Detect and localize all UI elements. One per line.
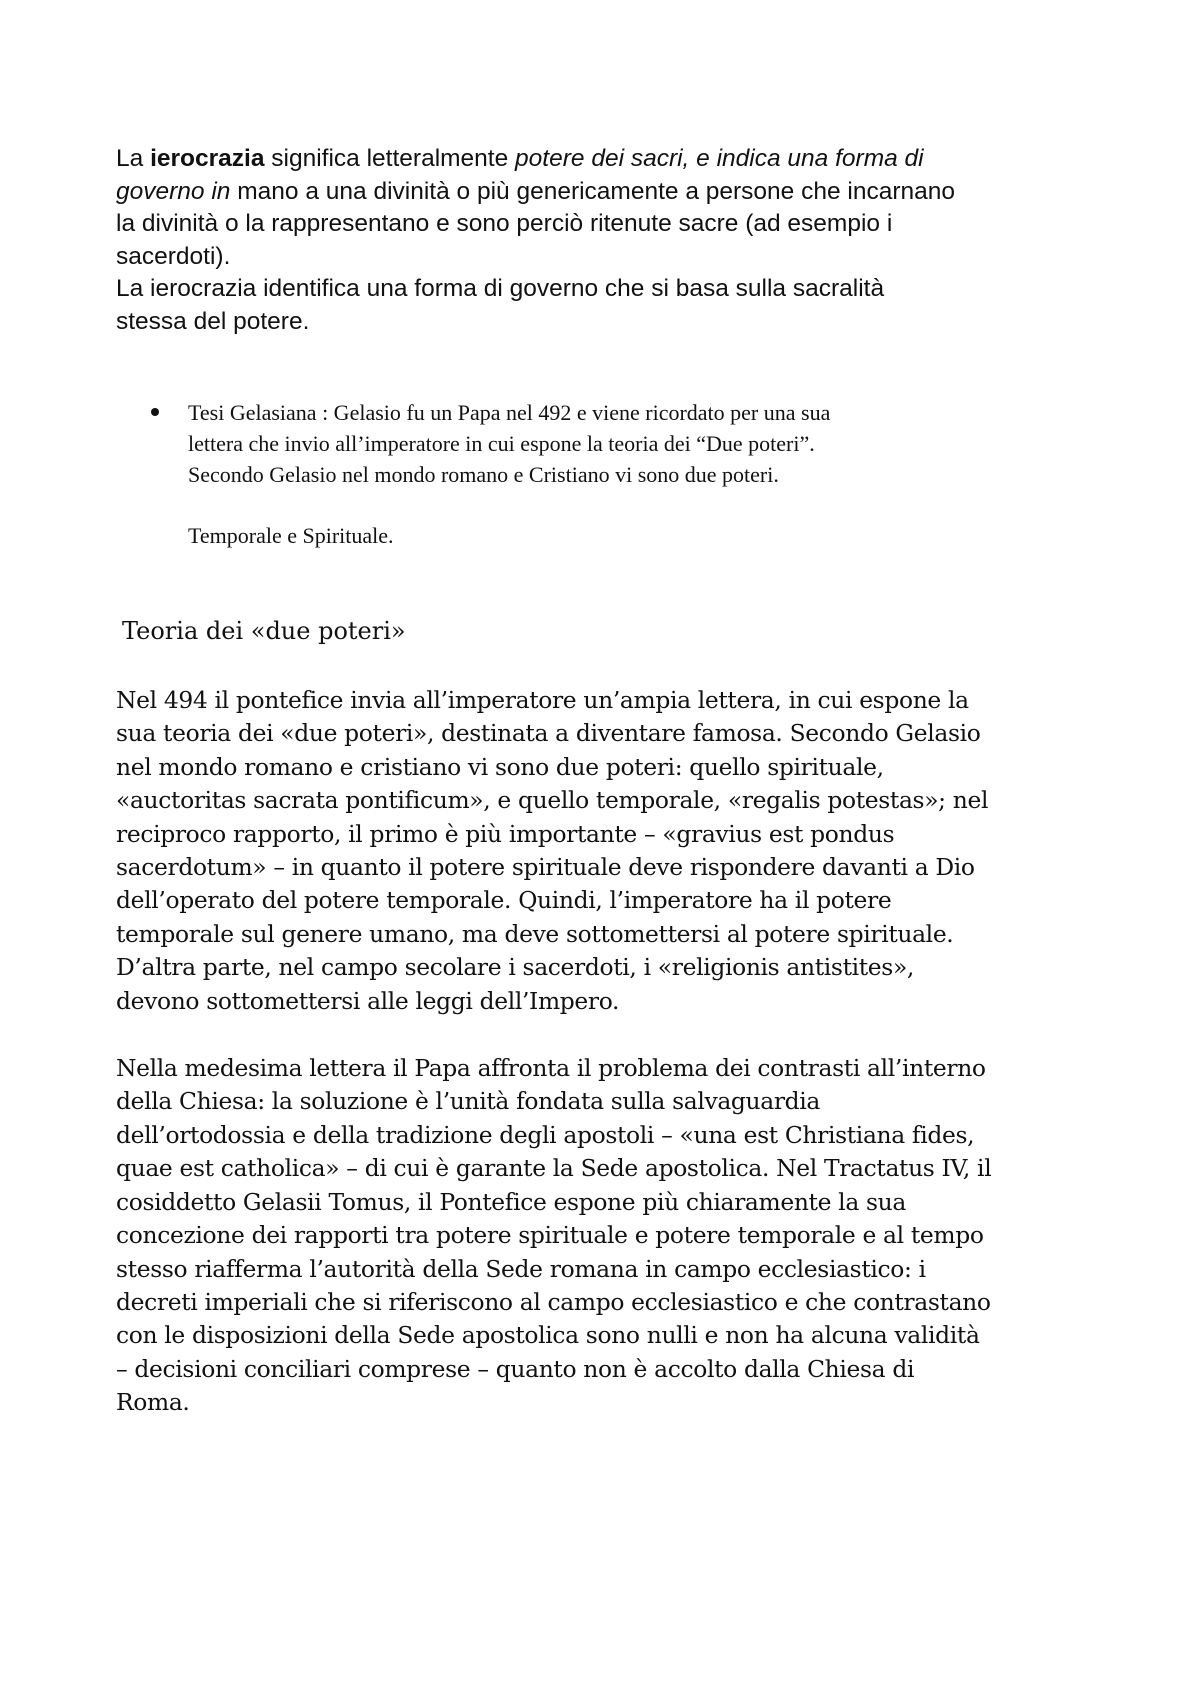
bullet-dot-icon <box>151 408 159 416</box>
intro-line-1 <box>116 143 1106 176</box>
paragraph-line: devono sottomettersi alle leggi dell’Impero. <box>116 986 620 1015</box>
paragraph-line: temporale sul genere umano, ma deve sottomettersi al potere spirituale. <box>116 919 954 948</box>
paragraph-line: Nella medesima lettera il Papa affronta il problema dei contrasti all’interno <box>116 1054 986 1083</box>
paragraph-1 <box>116 684 1106 1018</box>
intro-line-2 <box>116 176 1106 209</box>
paragraph-line: reciproco rapporto, il primo è più importante – «gravius est pondus <box>116 819 895 848</box>
paragraph-line: decreti imperiali che si riferiscono al campo ecclesiastico e che contrastano <box>116 1287 991 1316</box>
intro-line-5: La ierocrazia identifica una forma di governo che si basa sulla sacralità <box>116 275 885 302</box>
paragraph-line: quae est catholica» – di cui è garante la Sede apostolica. Nel Tractatus IV, il <box>116 1154 992 1183</box>
intro-text: significa letteralmente <box>264 145 516 172</box>
paragraph-line: Roma. <box>116 1388 190 1417</box>
body-text <box>116 684 1106 1420</box>
intro-text: mano a una divinità o più genericamente a persone che incarnano <box>230 177 956 205</box>
list-item <box>148 397 1078 490</box>
bullet-continuation: Temporale e Spirituale. <box>188 523 394 548</box>
paragraph-line: «auctoritas sacrata pontificum», e quello temporale, «regalis potestas»; nel <box>116 786 989 815</box>
paragraph-line: nel mondo romano e cristiano vi sono due poteri: quello spirituale, <box>116 752 884 781</box>
bullet-line-3: Secondo Gelasio nel mondo romano e Cristiano vi sono due poteri. <box>188 462 779 487</box>
intro-bold-term: ierocrazia <box>150 145 265 172</box>
paragraph-line: cosiddetto Gelasii Tomus, il Pontefice espone più chiaramente la sua <box>116 1187 906 1216</box>
intro-paragraph <box>116 143 1106 338</box>
intro-italic-text: potere dei sacri, e indica una forma di <box>515 145 924 172</box>
paragraph-line: della Chiesa: la soluzione è l’unità fondata sulla salvaguardia <box>116 1087 821 1116</box>
bullet-line-2: lettera che invio all’imperatore in cui espone la teoria dei “Due poteri”. <box>188 431 815 456</box>
paragraph-line: dell’ortodossia e della tradizione degli apostoli – «una est Christiana fides, <box>116 1120 975 1149</box>
intro-line-6: stessa del potere. <box>116 307 310 335</box>
intro-line-4: sacerdoti). <box>116 242 231 270</box>
paragraph-line: con le disposizioni della Sede apostolica sono nulli e non ha alcuna validità <box>116 1321 980 1350</box>
paragraph-line: D’altra parte, nel campo secolare i sacerdoti, i «religionis antistites», <box>116 953 914 982</box>
paragraph-2 <box>116 1052 1106 1419</box>
bullet-list <box>148 397 1078 551</box>
paragraph-line: – decisioni conciliari comprese – quanto non è accolto dalla Chiesa di <box>116 1354 915 1383</box>
paragraph-line: concezione dei rapporti tra potere spirituale e potere temporale e al tempo <box>116 1221 984 1250</box>
bullet-line-1: Tesi Gelasiana : Gelasio fu un Papa nel 492 e viene ricordato per una sua <box>188 400 831 425</box>
paragraph-line: dell’operato del potere temporale. Quindi, l’imperatore ha il potere <box>116 886 892 915</box>
intro-line-3: la divinità o la rappresentano e sono perciò ritenute sacre (ad esempio i <box>116 210 893 237</box>
paragraph-line: sua teoria dei «due poteri», destinata a diventare famosa. Secondo Gelasio <box>116 719 981 748</box>
paragraph-line: stesso riafferma l’autorità della Sede romana in campo ecclesiastico: i <box>116 1254 926 1283</box>
paragraph-line: sacerdotum» – in quanto il potere spirituale deve rispondere davanti a Dio <box>116 853 975 882</box>
intro-text: La <box>116 145 151 172</box>
paragraph-line: Nel 494 il pontefice invia all’imperatore un’ampia lettera, in cui espone la <box>116 686 969 714</box>
intro-italic-text: governo in <box>116 177 231 205</box>
section-title: Teoria dei «due poteri» <box>122 617 406 645</box>
